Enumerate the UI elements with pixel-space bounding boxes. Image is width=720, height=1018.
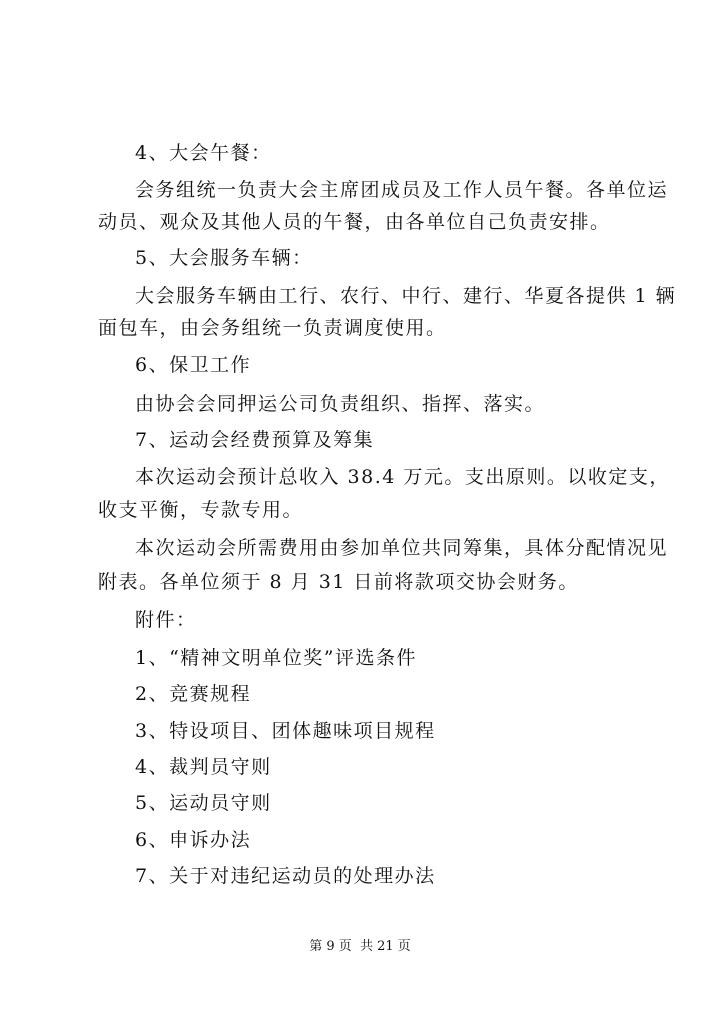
attachment-item: 2、竞赛规程 [135, 683, 252, 705]
paragraph-line: 由协会会同押运公司负责组织、指挥、落实。 [135, 393, 546, 415]
page-number: 第 9 页 共 21 页 [309, 939, 411, 954]
attachment-item: 7、关于对违纪运动员的处理办法 [135, 865, 436, 887]
paragraph-line: 附表。各单位须于 8 月 31 日前将款项交协会财务。 [98, 571, 579, 593]
section-heading-security: 6、保卫工作 [135, 354, 252, 376]
attachment-item: 1、“精神文明单位奖”评选条件 [135, 647, 418, 669]
attachment-item: 4、裁判员守则 [135, 756, 272, 778]
section-heading-lunch: 4、大会午餐： [135, 142, 272, 164]
paragraph-line: 本次运动会所需费用由参加单位共同筹集，具体分配情况见 [135, 537, 669, 559]
paragraph-line: 收支平衡，专款专用。 [98, 499, 304, 521]
paragraph-line: 面包车，由会务组统一负责调度使用。 [98, 317, 447, 339]
attachments-heading: 附件： [135, 609, 197, 631]
paragraph-line: 动员、观众及其他人员的午餐，由各单位自己负责安排。 [98, 211, 611, 233]
paragraph-line: 大会服务车辆由工行、农行、中行、建行、华夏各提供 1 辆 [135, 285, 677, 307]
section-heading-vehicles: 5、大会服务车辆： [135, 247, 313, 269]
paragraph-line: 会务组统一负责大会主席团成员及工作人员午餐。各单位运 [135, 179, 669, 201]
attachment-item: 6、申诉办法 [135, 829, 252, 851]
attachment-item: 5、运动员守则 [135, 792, 272, 814]
paragraph-line: 本次运动会预计总收入 38.4 万元。支出原则。以收定支， [135, 466, 670, 488]
attachment-item: 3、特设项目、团体趣味项目规程 [135, 720, 436, 742]
section-heading-budget: 7、运动会经费预算及筹集 [135, 429, 375, 451]
page-footer [0, 938, 720, 956]
